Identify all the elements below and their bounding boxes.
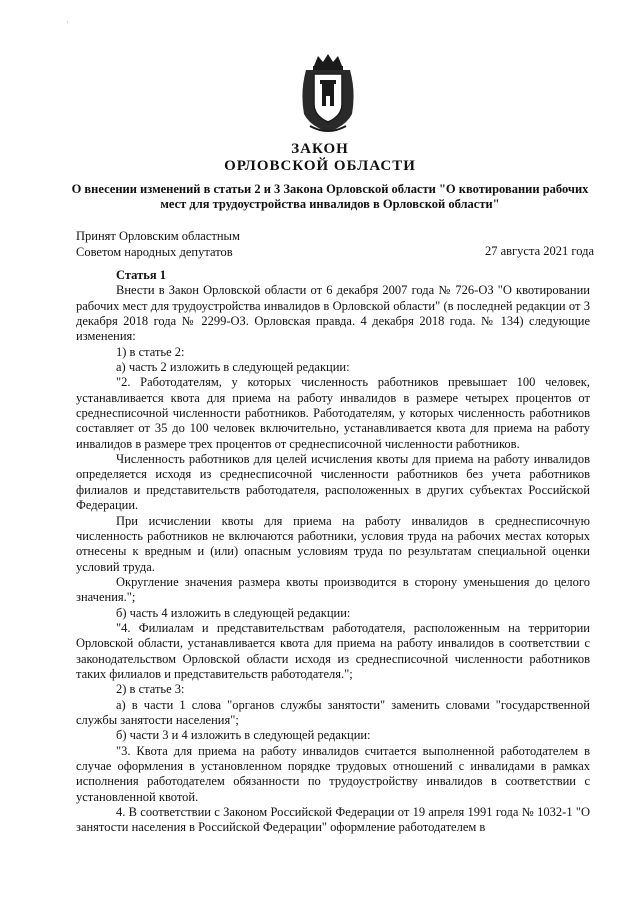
paragraph: б) части 3 и 4 изложить в следующей редакции: <box>116 728 371 743</box>
paragraph: Округление значения размера квоты производится в сторону уменьшения до целого значения."; <box>76 574 590 605</box>
law-subtitle: О внесении изменений в статьи 2 и 3 Закона Орловской области "О квотировании рабочих мест для трудоустройства инвалидов в Орловской области" <box>71 182 589 211</box>
paragraph: Внести в Закон Орловской области от 6 декабря 2007 года № 726-ОЗ "О квотировании рабочих мест для трудоустройства инвалидов в Орловской области" (в последней редакции от 3 декабря 2018 года № 2299-ОЗ. Орловская правда. 4 декабря 2018 года. № 134) следующие изменения: <box>76 283 590 344</box>
coat-of-arms-icon <box>296 52 360 136</box>
paragraph: "3. Квота для приема на работу инвалидов считается выполненной работодателем в случае оформления в установленном порядке трудовых отношений с инвалидами в рамках исполнения работодателем обязанности по трудоустройству инвалидов в соответствии с установленной квотой. <box>76 743 590 804</box>
paragraph: а) в части 1 слова "органов службы занятости" заменить словами "государственной службы занятости населения"; <box>76 697 590 727</box>
paragraph: а) часть 2 изложить в следующей редакции: <box>116 360 350 375</box>
adoption-line-1: Принят Орловским областным <box>76 229 240 243</box>
paragraph: б) часть 4 изложить в следующей редакции: <box>116 605 351 620</box>
paragraph: "4. Филиалам и представительствам работодателя, расположенным на территории Орловской области, устанавливается квота для приема на работу инвалидов в соответствии с законодательством Орловской области исходя из среднесписочной численности работников таких филиалов и представительств работодателя."; <box>76 620 590 681</box>
law-title: ЗАКОН <box>291 141 349 157</box>
paragraph: 1) в статье 2: <box>116 344 185 359</box>
paragraph: "2. Работодателям, у которых численность работников превышает 100 человек, устанавливается квота для приема на работу инвалидов в размере четырех процентов от среднесписочной численности работников. Работодателям, у которых численность работников составляет от 35 до 100 человек включительно, устанавливается квота для приема на работу инвалидов в размере трех процентов от среднесписочной численности работников. <box>76 375 590 451</box>
law-region: ОРЛОВСКОЙ ОБЛАСТИ <box>224 158 416 174</box>
article-heading: Статья 1 <box>116 268 166 282</box>
adoption-date: 27 августа 2021 года <box>484 244 594 258</box>
law-body <box>76 268 590 836</box>
paragraph: При исчислении квоты для приема на работу инвалидов в среднесписочную численность работников не включаются работники, условия труда на рабочих местах которых отнесены к вредным и (или) опасным условиям труда по результатам специальной оценки условий труда. <box>76 513 590 574</box>
paragraph: 2) в статье 3: <box>116 682 185 697</box>
scan-mark: · <box>66 18 69 27</box>
adoption-line-2: Советом народных депутатов <box>76 245 233 259</box>
adoption-body <box>76 228 240 260</box>
paragraph: 4. В соответствии с Законом Российской Федерации от 19 апреля 1991 года № 1032-1 "О занятости населения в Российской Федерации" оформление работодателем в <box>76 805 590 835</box>
paragraph: Численность работников для целей исчисления квоты для приема на работу инвалидов определяется исходя из среднесписочной численности работников без учета работников филиалов и представительств работодателя, расположенных в других субъектах Российской Федерации. <box>76 452 590 513</box>
